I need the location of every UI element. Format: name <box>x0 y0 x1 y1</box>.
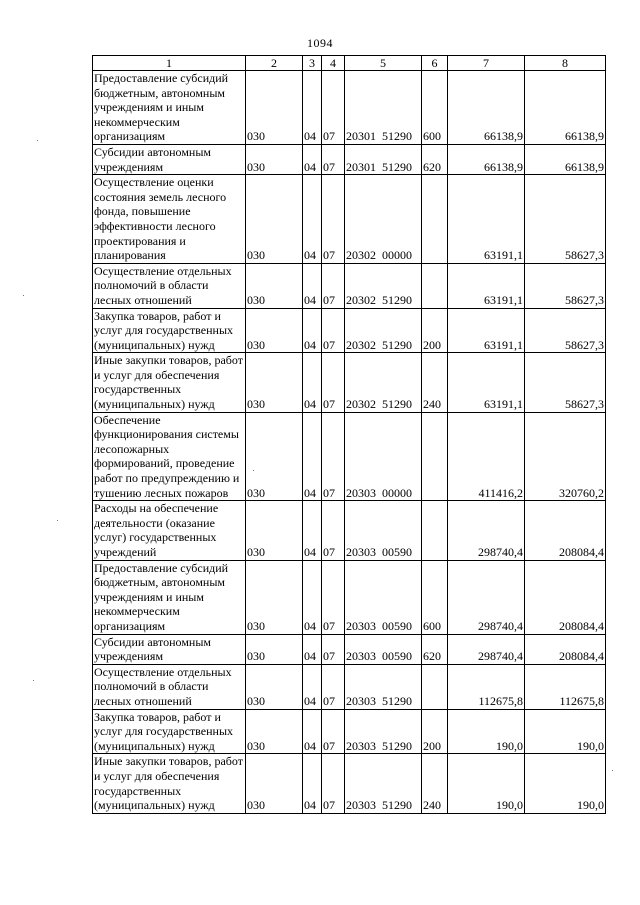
row-expense-type: 600 <box>422 560 448 634</box>
row-amount-col7: 298740,4 <box>448 634 525 664</box>
table-row <box>93 412 606 501</box>
row-ministry-code: 030 <box>246 634 303 664</box>
row-ministry-code: 030 <box>246 71 303 145</box>
row-amount-col7: 63191,1 <box>448 175 525 264</box>
row-section: 04 <box>303 754 322 813</box>
row-amount-col8: 112675,8 <box>525 664 606 709</box>
row-ministry-code: 030 <box>246 709 303 754</box>
row-amount-col7: 190,0 <box>448 754 525 813</box>
scan-speck <box>37 140 38 141</box>
row-section: 04 <box>303 664 322 709</box>
column-header-1: 1 <box>93 56 246 71</box>
row-target-article: 20302 51290 <box>345 263 422 308</box>
row-name: Закупка товаров, работ и услуг для государственных (муниципальных) нужд <box>93 308 246 353</box>
row-name: Обеспечение функционирования системы лесопожарных формирований, проведение работ по предупреждению и тушению лесных пожаров <box>93 412 246 501</box>
row-amount-col8: 58627,3 <box>525 175 606 264</box>
row-amount-col8: 58627,3 <box>525 263 606 308</box>
row-ministry-code: 030 <box>246 664 303 709</box>
row-subsection: 07 <box>322 634 345 664</box>
row-name: Закупка товаров, работ и услуг для государственных (муниципальных) нужд <box>93 709 246 754</box>
column-header-5: 5 <box>345 56 422 71</box>
page-number: 1094 <box>307 36 333 50</box>
row-target-article: 20303 00590 <box>345 560 422 634</box>
row-amount-col7: 66138,9 <box>448 71 525 145</box>
row-name: Осуществление отдельных полномочий в области лесных отношений <box>93 263 246 308</box>
row-subsection: 07 <box>322 71 345 145</box>
table-row <box>93 308 606 353</box>
row-amount-col7: 63191,1 <box>448 353 525 412</box>
row-amount-col7: 63191,1 <box>448 263 525 308</box>
column-header-6: 6 <box>422 56 448 71</box>
row-section: 04 <box>303 71 322 145</box>
row-amount-col7: 63191,1 <box>448 308 525 353</box>
row-expense-type: 620 <box>422 144 448 174</box>
row-section: 04 <box>303 353 322 412</box>
column-header-4: 4 <box>322 56 345 71</box>
scan-speck <box>253 470 254 471</box>
row-subsection: 07 <box>322 501 345 560</box>
row-expense-type: 240 <box>422 754 448 813</box>
row-target-article: 20303 51290 <box>345 664 422 709</box>
scan-speck <box>23 295 24 296</box>
row-target-article: 20302 00000 <box>345 175 422 264</box>
scan-speck <box>57 520 58 521</box>
row-ministry-code: 030 <box>246 175 303 264</box>
table-row <box>93 263 606 308</box>
table-row <box>93 709 606 754</box>
row-name: Предоставление субсидий бюджетным, автономным учреждениям и иным некоммерческим организациям <box>93 560 246 634</box>
row-section: 04 <box>303 308 322 353</box>
row-amount-col7: 112675,8 <box>448 664 525 709</box>
row-target-article: 20301 51290 <box>345 144 422 174</box>
row-subsection: 07 <box>322 754 345 813</box>
row-target-article: 20303 51290 <box>345 754 422 813</box>
row-target-article: 20302 51290 <box>345 353 422 412</box>
row-ministry-code: 030 <box>246 412 303 501</box>
row-expense-type <box>422 412 448 501</box>
column-header-7: 7 <box>448 56 525 71</box>
table-row <box>93 634 606 664</box>
row-expense-type <box>422 664 448 709</box>
row-section: 04 <box>303 634 322 664</box>
table-row <box>93 754 606 813</box>
row-subsection: 07 <box>322 412 345 501</box>
table-row <box>93 175 606 264</box>
column-header-3: 3 <box>303 56 322 71</box>
row-section: 04 <box>303 412 322 501</box>
table-row <box>93 144 606 174</box>
row-ministry-code: 030 <box>246 263 303 308</box>
table-row <box>93 560 606 634</box>
row-target-article: 20301 51290 <box>345 71 422 145</box>
row-amount-col8: 58627,3 <box>525 353 606 412</box>
row-amount-col8: 66138,9 <box>525 144 606 174</box>
budget-table <box>92 55 606 814</box>
row-amount-col8: 190,0 <box>525 709 606 754</box>
row-amount-col7: 66138,9 <box>448 144 525 174</box>
header-row <box>93 56 606 71</box>
row-amount-col8: 320760,2 <box>525 412 606 501</box>
row-ministry-code: 030 <box>246 560 303 634</box>
row-section: 04 <box>303 560 322 634</box>
row-name: Расходы на обеспечение деятельности (оказание услуг) государственных учреждений <box>93 501 246 560</box>
row-subsection: 07 <box>322 263 345 308</box>
row-ministry-code: 030 <box>246 353 303 412</box>
row-expense-type: 240 <box>422 353 448 412</box>
row-amount-col7: 298740,4 <box>448 501 525 560</box>
row-section: 04 <box>303 709 322 754</box>
row-subsection: 07 <box>322 664 345 709</box>
row-amount-col7: 411416,2 <box>448 412 525 501</box>
row-target-article: 20303 00590 <box>345 634 422 664</box>
row-amount-col7: 190,0 <box>448 709 525 754</box>
row-name: Осуществление оценки состояния земель лесного фонда, повышение эффективности лесного проектирования и планирования <box>93 175 246 264</box>
row-target-article: 20303 51290 <box>345 709 422 754</box>
row-expense-type: 600 <box>422 71 448 145</box>
row-ministry-code: 030 <box>246 501 303 560</box>
row-subsection: 07 <box>322 353 345 412</box>
row-subsection: 07 <box>322 560 345 634</box>
row-ministry-code: 030 <box>246 754 303 813</box>
row-target-article: 20303 00000 <box>345 412 422 501</box>
row-expense-type: 200 <box>422 709 448 754</box>
column-header-2: 2 <box>246 56 303 71</box>
row-name: Иные закупки товаров, работ и услуг для обеспечения государственных (муниципальных) нужд <box>93 353 246 412</box>
row-name: Субсидии автономным учреждениям <box>93 144 246 174</box>
column-header-8: 8 <box>525 56 606 71</box>
row-expense-type <box>422 175 448 264</box>
scan-speck <box>612 770 613 771</box>
row-target-article: 20302 51290 <box>345 308 422 353</box>
row-expense-type: 620 <box>422 634 448 664</box>
row-ministry-code: 030 <box>246 144 303 174</box>
table-row <box>93 353 606 412</box>
scan-speck <box>33 680 34 681</box>
row-name: Предоставление субсидий бюджетным, автономным учреждениям и иным некоммерческим организациям <box>93 71 246 145</box>
table-row <box>93 501 606 560</box>
row-amount-col8: 66138,9 <box>525 71 606 145</box>
row-name: Иные закупки товаров, работ и услуг для обеспечения государственных (муниципальных) нужд <box>93 754 246 813</box>
row-amount-col8: 58627,3 <box>525 308 606 353</box>
row-section: 04 <box>303 501 322 560</box>
row-section: 04 <box>303 263 322 308</box>
row-subsection: 07 <box>322 709 345 754</box>
row-subsection: 07 <box>322 144 345 174</box>
row-section: 04 <box>303 144 322 174</box>
row-name: Осуществление отдельных полномочий в области лесных отношений <box>93 664 246 709</box>
row-amount-col7: 298740,4 <box>448 560 525 634</box>
row-expense-type: 200 <box>422 308 448 353</box>
row-amount-col8: 208084,4 <box>525 634 606 664</box>
row-amount-col8: 208084,4 <box>525 560 606 634</box>
row-name: Субсидии автономным учреждениям <box>93 634 246 664</box>
row-expense-type <box>422 501 448 560</box>
table-row <box>93 664 606 709</box>
row-section: 04 <box>303 175 322 264</box>
row-ministry-code: 030 <box>246 308 303 353</box>
row-subsection: 07 <box>322 175 345 264</box>
table-row <box>93 71 606 145</box>
row-amount-col8: 208084,4 <box>525 501 606 560</box>
row-subsection: 07 <box>322 308 345 353</box>
row-amount-col8: 190,0 <box>525 754 606 813</box>
row-target-article: 20303 00590 <box>345 501 422 560</box>
row-expense-type <box>422 263 448 308</box>
